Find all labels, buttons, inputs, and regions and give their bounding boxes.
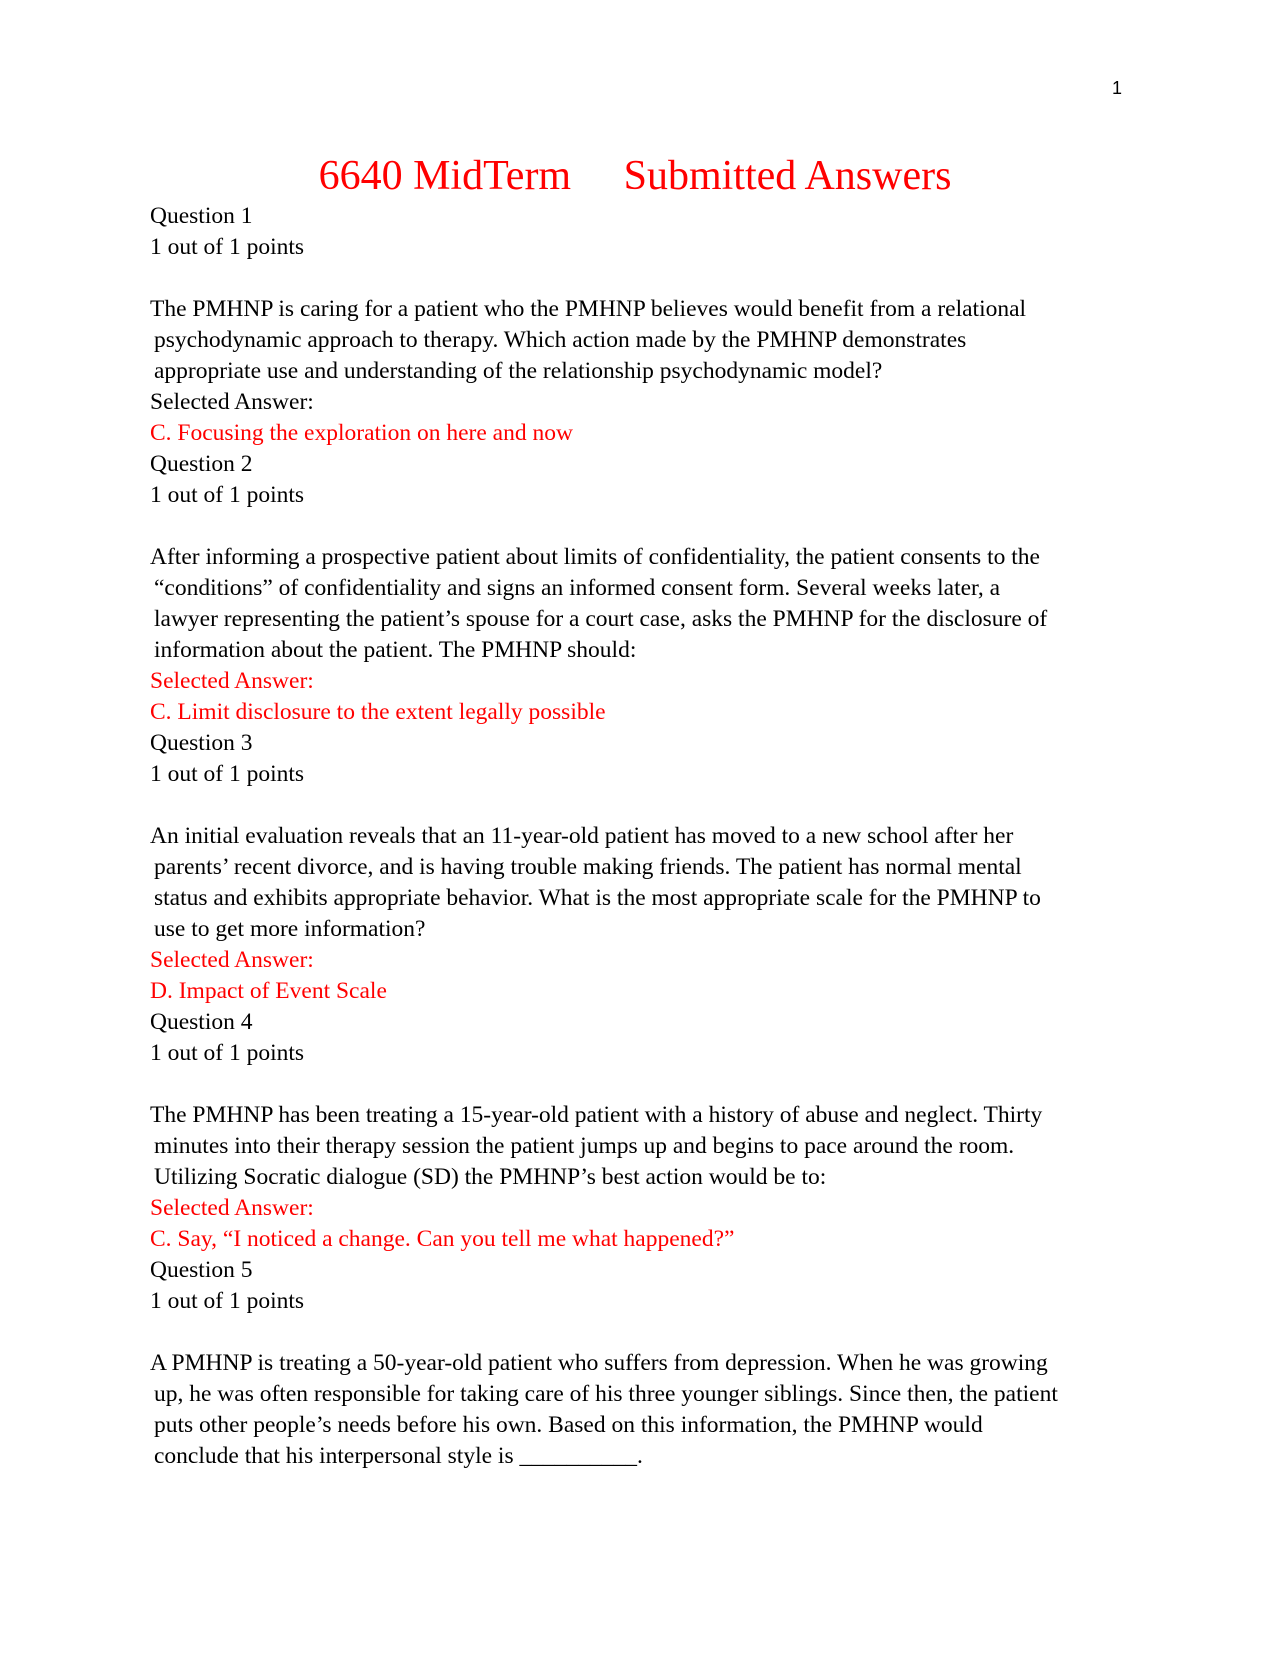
spacer <box>150 511 1150 542</box>
question-stem-line: The PMHNP is caring for a patient who the PMHNP believes would benefit from a relational <box>150 296 1027 322</box>
question-heading: Question 5 <box>150 1257 253 1283</box>
question-stem-line: parents’ recent divorce, and is having trouble making friends. The patient has normal mental <box>154 854 1022 880</box>
selected-answer-label: Selected Answer: <box>150 668 314 694</box>
question-block <box>150 201 1150 449</box>
question-heading: Question 1 <box>150 203 253 229</box>
question-points: 1 out of 1 points <box>150 234 305 260</box>
question-stem-line: up, he was often responsible for taking care of his three younger siblings. Since then, the patient <box>154 1381 1058 1407</box>
question-stem-line: use to get more information? <box>154 916 426 942</box>
question-heading: Question 2 <box>150 451 253 477</box>
question-stem-line: psychodynamic approach to therapy. Which action made by the PMHNP demonstrates <box>154 327 967 353</box>
selected-answer: C. Focusing the exploration on here and now <box>150 420 573 446</box>
question-stem-line: A PMHNP is treating a 50-year-old patient who suffers from depression. When he was growing <box>150 1350 1048 1376</box>
question-stem-line: conclude that his interpersonal style is __________. <box>154 1443 643 1469</box>
question-stem-line: information about the patient. The PMHNP should: <box>154 637 637 663</box>
question-block <box>150 449 1150 728</box>
selected-answer: C. Say, “I noticed a change. Can you tell me what happened?” <box>150 1226 735 1252</box>
question-points: 1 out of 1 points <box>150 761 305 787</box>
spacer <box>150 1069 1150 1100</box>
question-stem-line: appropriate use and understanding of the relationship psychodynamic model? <box>154 358 883 384</box>
question-block <box>150 728 1150 1007</box>
selected-answer-label: Selected Answer: <box>150 947 314 973</box>
question-stem-line: minutes into their therapy session the patient jumps up and begins to pace around the room. <box>154 1133 1015 1159</box>
question-block <box>150 1255 1150 1472</box>
question-stem-line: puts other people’s needs before his own. Based on this information, the PMHNP would <box>154 1412 983 1438</box>
question-points: 1 out of 1 points <box>150 1040 305 1066</box>
question-stem-line: “conditions” of confidentiality and signs an informed consent form. Several weeks later, a <box>154 575 1001 601</box>
question-block <box>150 1007 1150 1255</box>
question-points: 1 out of 1 points <box>150 482 305 508</box>
selected-answer-label: Selected Answer: <box>150 389 314 415</box>
selected-answer: D. Impact of Event Scale <box>150 978 387 1004</box>
question-heading: Question 4 <box>150 1009 253 1035</box>
spacer <box>150 790 1150 821</box>
page-number: 1 <box>1112 78 1123 98</box>
spacer <box>150 263 1150 294</box>
question-points: 1 out of 1 points <box>150 1288 305 1314</box>
question-stem-line: The PMHNP has been treating a 15-year-old patient with a history of abuse and neglect. Thirty <box>150 1102 1043 1128</box>
spacer <box>150 1317 1150 1348</box>
document-title: 6640 MidTerm Submitted Answers <box>318 153 952 199</box>
question-stem-line: After informing a prospective patient about limits of confidentiality, the patient consents to the <box>150 544 1040 570</box>
selected-answer: C. Limit disclosure to the extent legally possible <box>150 699 606 725</box>
question-stem-line: An initial evaluation reveals that an 11-year-old patient has moved to a new school after her <box>150 823 1014 849</box>
document-body <box>150 201 1150 1472</box>
question-heading: Question 3 <box>150 730 253 756</box>
question-stem-line: lawyer representing the patient’s spouse for a court case, asks the PMHNP for the disclosure of <box>154 606 1048 632</box>
question-stem-line: Utilizing Socratic dialogue (SD) the PMHNP’s best action would be to: <box>154 1164 827 1190</box>
question-stem-line: status and exhibits appropriate behavior. What is the most appropriate scale for the PMHNP to <box>154 885 1041 911</box>
selected-answer-label: Selected Answer: <box>150 1195 314 1221</box>
